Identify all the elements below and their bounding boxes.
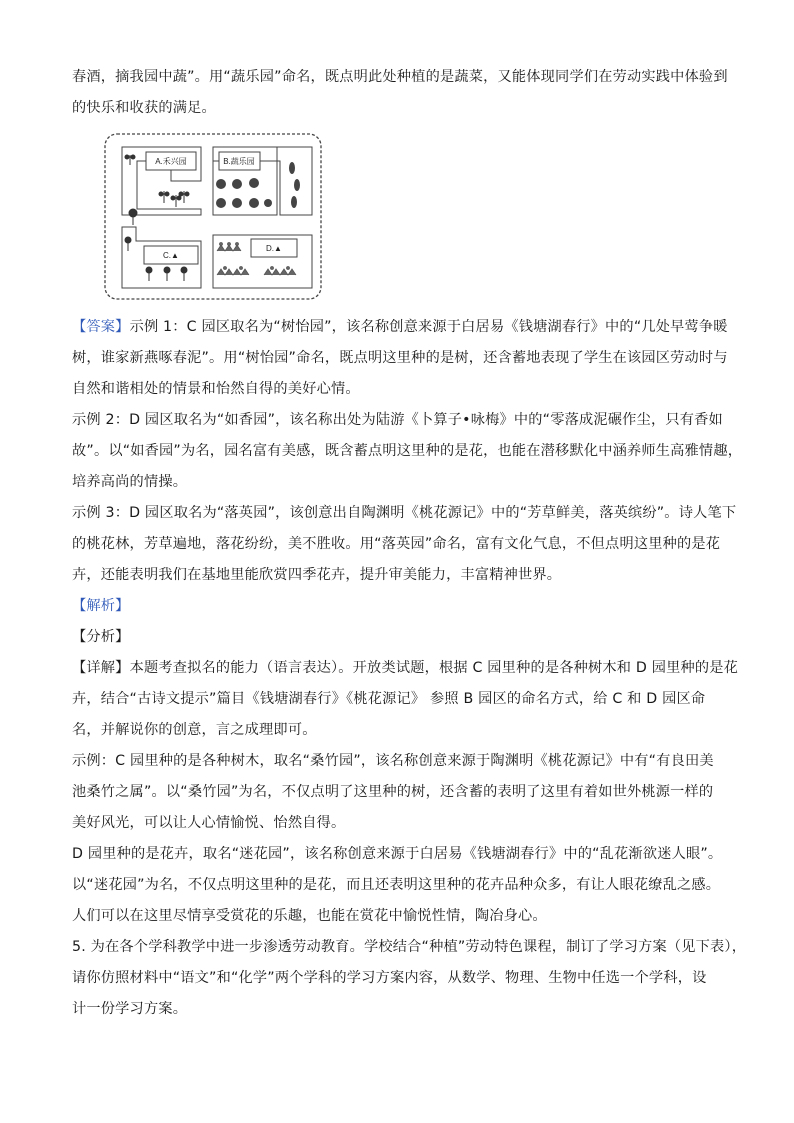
text-line: 自然和谐相处的情景和怡然自得的美好心情。 (72, 381, 360, 397)
text-line: 故”。以“如香园”为名，园名富有美感，既含蓄点明这里种的是花，也能在潜移默化中涵养师生高雅情趣， (72, 443, 743, 459)
plot-c-label: C.▲ (163, 251, 179, 260)
garden-map-diagram (104, 133, 322, 300)
answer-tag: 【答案】 (72, 319, 130, 335)
text-line: 本题考查拟名的能力（语言表达）。开放类试题，根据 C 园里种的是各种树木和 D 园里种的是花 (129, 660, 739, 676)
text-line: 的桃花林，芳草遍地，落花纷纷，美不胜收。用“落英园”命名，富有文化气息，不但点明这里种的是花 (72, 536, 721, 552)
plot-a-label: A.禾兴园 (155, 157, 187, 166)
text-line: 树，谁家新燕啄春泥”。用“树怡园”命名，既点明这里种的是树，还含蓄地表现了学生在该园区劳动时与 (72, 350, 728, 366)
answer-line (72, 317, 732, 337)
plot-b-label: B.蔬乐园 (223, 157, 255, 166)
text-line: D 园里种的是花卉，取名“迷花园”，该名称创意来源于白居易《钱塘湖春行》中的“乱花渐欲迷人眼”。 (72, 846, 723, 862)
text-line: 美好风光，可以让人心情愉悦、怡然自得。 (72, 815, 346, 831)
text-line: 卉，结合“古诗文提示”篇目《钱塘湖春行》《桃花源记》 参照 B 园区的命名方式，给 C 和 D 园区命 (72, 691, 706, 707)
text-line: 示例：C 园里种的是各种树木，取名“桑竹园”，该名称创意来源于陶渊明《桃花源记》中有“有良田美 (72, 753, 714, 769)
text-line: 计一份学习方案。 (72, 1001, 188, 1017)
plot-d-label: D.▲ (266, 244, 282, 253)
text-line: 请你仿照材料中“语文”和“化学”两个学科的学习方案内容，从数学、物理、生物中任选一个学科，设 (72, 970, 707, 986)
text-line: 的快乐和收获的满足。 (72, 100, 216, 116)
detail-line (72, 658, 739, 678)
text-line: 人们可以在这里尽情享受赏花的乐趣，也能在赏花中愉悦性情，陶冶身心。 (72, 908, 547, 924)
text-line: 培养高尚的情操。 (72, 474, 188, 490)
tree-icon (125, 209, 187, 281)
fenxi-tag: 【分析】 (72, 629, 130, 645)
text-line: 示例 2：D 园区取名为“如香园”，该名称出处为陆游《卜算子•咏梅》中的“零落成泥碾作尘，只有香如 (72, 412, 723, 428)
analysis-tag: 【解析】 (72, 598, 130, 614)
text-line: 示例 1：C 园区取名为“树怡园”，该名称创意来源于白居易《钱塘湖春行》中的“几处早莺争暖 (129, 319, 728, 335)
text-line: 春酒，摘我园中蔬”。用“蔬乐园”命名，既点明此处种植的是蔬菜，又能体现同学们在劳动实践中体验到 (72, 69, 728, 85)
text-line: 卉，还能表明我们在基地里能欣赏四季花卉，提升审美能力，丰富精神世界。 (72, 567, 562, 583)
text-line: 池桑竹之属”。以“桑竹园”为名，不仅点明了这里种的树，还含蓄的表明了这里有着如世外桃源一样的 (72, 784, 714, 800)
question-line: 5. 为在各个学科教学中进一步渗透劳动教育。学校结合“种植”劳动特色课程，制订了学习方案（见下表）， (72, 939, 747, 955)
text-line: 名，并解说你的创意，言之成理即可。 (72, 722, 317, 738)
text-line: 示例 3：D 园区取名为“落英园”，该创意出自陶渊明《桃花源记》中的“芳草鲜美，落英缤纷”。诗人笔下 (72, 505, 737, 521)
text-line: 以“迷花园”为名，不仅点明这里种的是花，而且还表明这里种的花卉品种众多，有让人眼花缭乱之感。 (72, 877, 721, 893)
detail-tag: 【详解】 (72, 660, 130, 676)
